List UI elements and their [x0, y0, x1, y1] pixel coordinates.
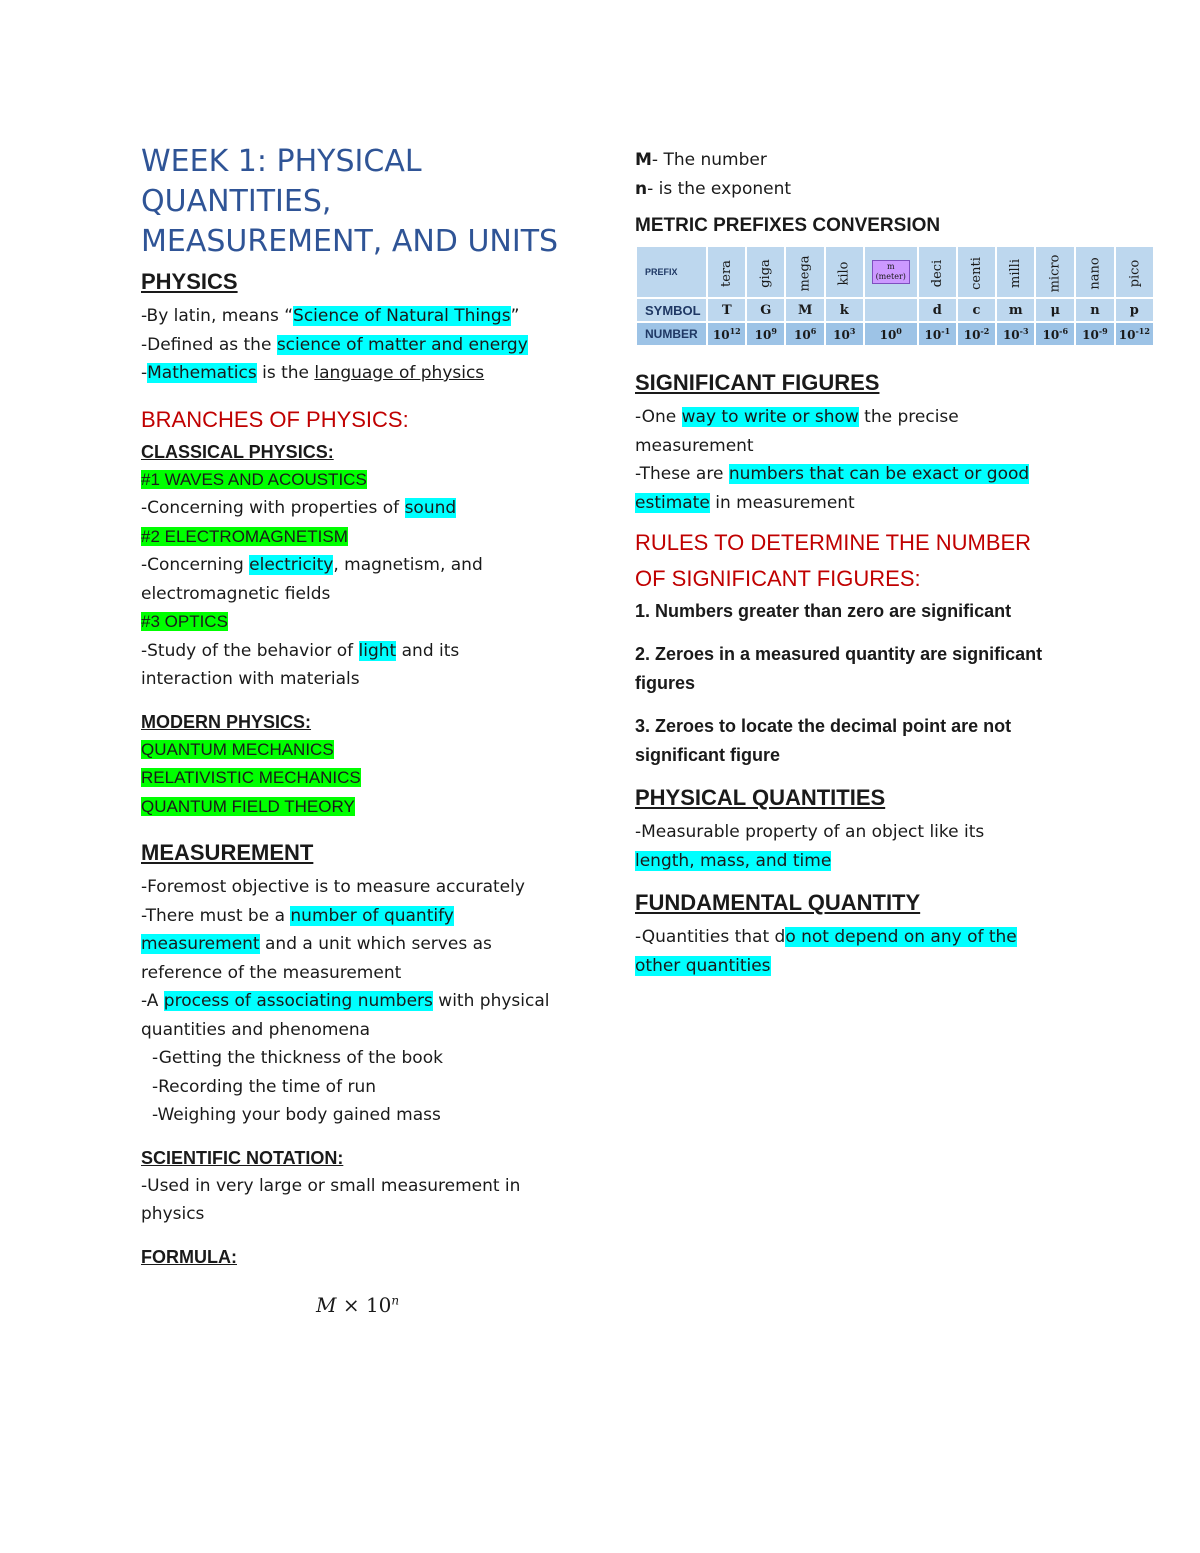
number-cell: $10^{-6}$	[1035, 322, 1075, 346]
sigfig-line-3: -These are numbers that can be exact or good	[635, 464, 1030, 484]
physics-line-2: -Defined as the science of matter and energy	[141, 334, 528, 355]
symbol-cell: n	[1075, 298, 1114, 322]
branch-1-desc: -Concerning with properties of sound	[141, 498, 457, 518]
rule-2: 2. Zeroes in a measured quantity are significant	[635, 644, 1043, 664]
prefix-cell: giga	[758, 259, 774, 288]
measurement-line-3: measurement and a unit which serves as	[141, 934, 492, 954]
symbol-cell: p	[1115, 298, 1154, 322]
measurement-line-2: -There must be a number of quantify	[141, 905, 454, 926]
symbol-cell	[864, 298, 918, 322]
rule-1: 1. Numbers greater than zero are significant	[635, 601, 1012, 621]
prefix-cell: pico	[1126, 259, 1142, 288]
number-cell: $10^3$	[825, 322, 864, 346]
measurement-line-6: quantities and phenomena	[141, 1019, 371, 1040]
number-cell: $10^{-12}$	[1115, 322, 1154, 346]
number-row-label: NUMBER	[636, 322, 707, 346]
fundamental-heading: FUNDAMENTAL QUANTITY	[635, 890, 921, 915]
rule-2-cont: figures	[635, 673, 696, 693]
physical-quantities-section	[635, 784, 1155, 875]
symbol-cell: M	[785, 298, 825, 322]
symbol-cell: d	[918, 298, 957, 322]
measurement-line-4: reference of the measurement	[141, 962, 402, 983]
number-cell: $10^{-1}$	[918, 322, 957, 346]
number-cell: $10^{-9}$	[1075, 322, 1114, 346]
physics-line-1: -By latin, means “Science of Natural Things”	[141, 306, 520, 326]
page-title: WEEK 1: PHYSICAL QUANTITIES, MEASUREMENT, AND UNITS	[141, 144, 559, 259]
formula-heading: FORMULA:	[141, 1246, 237, 1267]
symbol-cell: m	[996, 298, 1035, 322]
sigfig-line-2: measurement	[635, 435, 754, 456]
number-cell: $10^{12}$	[707, 322, 746, 346]
prefix-cell: mega	[797, 255, 813, 292]
scientific-notation-line-2: physics	[141, 1204, 205, 1224]
right-column	[635, 146, 1155, 980]
physical-quantities-line-2: length, mass, and time	[635, 850, 832, 871]
modern-heading: MODERN PHYSICS:	[141, 711, 312, 732]
fundamental-section	[635, 889, 1155, 980]
formula: $M \times 10^n$	[316, 1292, 400, 1317]
modern-1: QUANTUM MECHANICS	[141, 739, 334, 759]
prefix-row-label: PREFIX	[636, 246, 707, 298]
physics-section	[141, 268, 581, 388]
number-cell: $10^6$	[785, 322, 825, 346]
left-column	[141, 140, 581, 1317]
rules-heading-1: RULES TO DETERMINE THE NUMBER	[635, 530, 1032, 555]
prefix-cell: milli	[1008, 259, 1024, 288]
physics-line-3: -Mathematics is the language of physics	[141, 363, 485, 383]
sigfig-line-4: estimate in measurement	[635, 492, 855, 513]
symbol-cell: G	[746, 298, 785, 322]
physical-quantities-line-1: -Measurable property of an object like its	[635, 822, 985, 842]
branches-section	[141, 402, 581, 822]
physical-quantities-heading: PHYSICAL QUANTITIES	[635, 785, 886, 810]
modern-2: RELATIVISTIC MECHANICS	[141, 768, 361, 787]
prefix-cell: kilo	[836, 261, 852, 286]
branch-3-desc: -Study of the behavior of light and its	[141, 640, 460, 661]
measurement-example-3: -Weighing your body gained mass	[152, 1105, 441, 1125]
number-cell: $10^0$	[864, 322, 918, 346]
measurement-line-5: -A process of associating numbers with physical	[141, 991, 550, 1011]
measurement-example-2: -Recording the time of run	[152, 1076, 377, 1097]
prefix-cell: nano	[1087, 257, 1103, 290]
sigfig-section	[635, 369, 1155, 770]
measurement-heading: MEASUREMENT	[141, 840, 314, 865]
fundamental-line-2: other quantities	[635, 955, 771, 976]
formula-var-n: n- is the exponent	[635, 178, 792, 199]
fundamental-line-1: -Quantities that do not depend on any of the	[635, 927, 1017, 947]
meter-box: m (meter)	[872, 260, 910, 284]
branch-2-desc: -Concerning electricity, magnetism, and	[141, 555, 483, 575]
symbol-cell: c	[957, 298, 996, 322]
symbol-cell: k	[825, 298, 864, 322]
prefix-cell: deci	[929, 259, 945, 288]
measurement-example-1: -Getting the thickness of the book	[152, 1048, 443, 1068]
rules-heading-2: OF SIGNIFICANT FIGURES:	[635, 566, 921, 591]
metric-prefix-table	[635, 245, 1155, 347]
branch-3: #3 OPTICS	[141, 612, 228, 631]
symbol-cell: T	[707, 298, 746, 322]
formula-var-m: M- The number	[635, 150, 767, 170]
branch-2-desc-2: electromagnetic fields	[141, 583, 331, 604]
branch-2: #2 ELECTROMAGNETISM	[141, 526, 348, 546]
prefix-cell: micro	[1047, 254, 1063, 293]
number-cell: $10^9$	[746, 322, 785, 346]
modern-3: QUANTUM FIELD THEORY	[141, 796, 355, 816]
symbol-cell: μ	[1035, 298, 1075, 322]
sigfig-line-1: -One way to write or show the precise	[635, 407, 959, 427]
scientific-notation-heading: SCIENTIFIC NOTATION:	[141, 1147, 344, 1168]
branches-heading: BRANCHES OF PHYSICS:	[141, 406, 409, 432]
metric-heading: METRIC PREFIXES CONVERSION	[635, 215, 941, 236]
physics-heading: PHYSICS	[141, 269, 238, 294]
symbol-row-label: SYMBOL	[636, 298, 707, 322]
classical-heading: CLASSICAL PHYSICS:	[141, 441, 334, 462]
number-cell: $10^{-2}$	[957, 322, 996, 346]
scientific-notation-line-1: -Used in very large or small measurement in	[141, 1175, 521, 1196]
metric-prefix-row	[636, 246, 1154, 298]
metric-symbol-row	[636, 298, 1154, 322]
prefix-cell: centi	[969, 257, 985, 290]
scientific-notation-section	[141, 1144, 581, 1317]
rule-3-cont: significant figure	[635, 745, 781, 765]
measurement-section	[141, 839, 581, 1130]
branch-1: #1 WAVES AND ACOUSTICS	[141, 469, 367, 489]
measurement-line-1: -Foremost objective is to measure accurately	[141, 877, 525, 897]
sigfig-heading: SIGNIFICANT FIGURES	[635, 370, 880, 395]
number-cell: $10^{-3}$	[996, 322, 1035, 346]
branch-3-desc-2: interaction with materials	[141, 669, 360, 689]
rule-3: 3. Zeroes to locate the decimal point are not	[635, 716, 1012, 736]
metric-number-row	[636, 322, 1154, 346]
prefix-cell: tera	[719, 260, 735, 287]
